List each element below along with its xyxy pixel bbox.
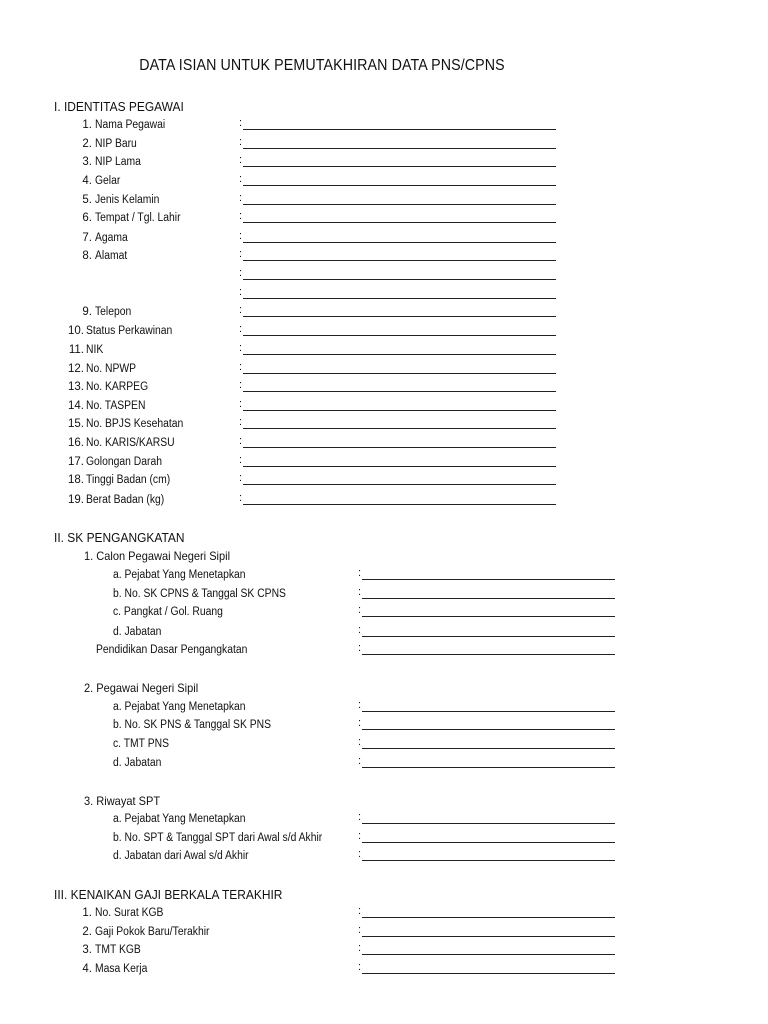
item-label: NIP Baru bbox=[95, 138, 137, 150]
cpns-row bbox=[0, 623, 768, 642]
item-number: 15. bbox=[68, 418, 84, 430]
item-number: 17. bbox=[68, 456, 84, 468]
input-line-cpns-pejabat[interactable]: : bbox=[358, 566, 615, 585]
item-number: 1. bbox=[82, 119, 92, 131]
input-line-cpns-pendidikan[interactable]: : bbox=[358, 641, 615, 660]
input-line-pns-tmt[interactable]: : bbox=[358, 735, 615, 754]
input-line-kgb-gaji-pokok[interactable]: : bbox=[358, 923, 615, 942]
identitas-row bbox=[0, 191, 768, 210]
item-label: Tinggi Badan (cm) bbox=[86, 474, 171, 486]
identitas-row bbox=[0, 378, 768, 397]
input-line-spt-jabatan[interactable]: : bbox=[358, 847, 615, 866]
item-label: No. KARPEG bbox=[86, 381, 149, 393]
item-label: c. TMT PNS bbox=[113, 738, 169, 750]
input-line-gelar[interactable]: : bbox=[239, 172, 556, 191]
input-line-tinggi-badan[interactable]: : bbox=[239, 471, 556, 490]
item-number: 19. bbox=[68, 494, 84, 506]
spt-row bbox=[0, 847, 768, 866]
input-line-jenis-kelamin[interactable]: : bbox=[239, 191, 556, 210]
item-number: 1. bbox=[82, 907, 92, 919]
item-number: 3. bbox=[82, 156, 92, 168]
input-line-karpeg[interactable]: : bbox=[239, 378, 556, 397]
item-label: b. No. SK PNS & Tanggal SK PNS bbox=[113, 719, 272, 731]
identitas-row bbox=[0, 341, 768, 360]
item-label: No. TASPEN bbox=[86, 400, 146, 412]
item-label: a. Pejabat Yang Menetapkan bbox=[113, 701, 246, 713]
identitas-row bbox=[0, 285, 768, 304]
item-label: No. BPJS Kesehatan bbox=[86, 418, 184, 430]
identitas-row bbox=[0, 360, 768, 379]
item-label: Alamat bbox=[95, 250, 128, 262]
item-label: Nama Pegawai bbox=[95, 119, 166, 131]
item-label: Masa Kerja bbox=[95, 963, 148, 975]
item-label: Pendidikan Dasar Pengangkatan bbox=[96, 644, 248, 656]
input-line-golongan-darah[interactable]: : bbox=[239, 453, 556, 472]
input-line-cpns-sk[interactable]: : bbox=[358, 585, 615, 604]
input-line-kgb-tmt[interactable]: : bbox=[358, 941, 615, 960]
pns-row bbox=[0, 735, 768, 754]
pns-row bbox=[0, 716, 768, 735]
section-identitas-heading: I. IDENTITAS PEGAWAI bbox=[54, 99, 184, 114]
identitas-row bbox=[0, 491, 768, 510]
item-label: a. Pejabat Yang Menetapkan bbox=[113, 569, 246, 581]
identitas-row bbox=[0, 116, 768, 135]
input-line-nik[interactable]: : bbox=[239, 341, 556, 360]
identitas-row bbox=[0, 247, 768, 266]
item-label: b. No. SPT & Tanggal SPT dari Awal s/d Akhir bbox=[113, 832, 323, 844]
item-label: NIP Lama bbox=[95, 156, 141, 168]
subsection-spt-heading: 3. Riwayat SPT bbox=[84, 794, 161, 808]
input-line-agama[interactable]: : bbox=[239, 229, 556, 248]
subsection-pns-heading: 2. Pegawai Negeri Sipil bbox=[84, 681, 199, 695]
kgb-row bbox=[0, 941, 768, 960]
identitas-row bbox=[0, 153, 768, 172]
input-line-spt-no[interactable]: : bbox=[358, 829, 615, 848]
item-number: 4. bbox=[82, 963, 92, 975]
item-label: Agama bbox=[95, 232, 128, 244]
section-sk-pengangkatan-heading: II. SK PENGANGKATAN bbox=[54, 530, 185, 545]
page-title: DATA ISIAN UNTUK PEMUTAKHIRAN DATA PNS/CPNS bbox=[139, 57, 505, 74]
item-label: Tempat / Tgl. Lahir bbox=[95, 212, 181, 224]
item-label: c. Pangkat / Gol. Ruang bbox=[113, 606, 223, 618]
identitas-row bbox=[0, 471, 768, 490]
spt-row bbox=[0, 810, 768, 829]
identitas-row bbox=[0, 209, 768, 228]
input-line-taspen[interactable]: : bbox=[239, 397, 556, 416]
item-number: 11. bbox=[68, 344, 84, 356]
subsection-cpns-heading: 1. Calon Pegawai Negeri Sipil bbox=[84, 549, 231, 563]
item-label: Gelar bbox=[95, 175, 121, 187]
input-line-spt-pejabat[interactable]: : bbox=[358, 810, 615, 829]
pns-row bbox=[0, 754, 768, 773]
input-line-nama-pegawai[interactable]: : bbox=[239, 116, 556, 135]
input-line-kgb-masa-kerja[interactable]: : bbox=[358, 960, 615, 979]
input-line-alamat-1[interactable]: : bbox=[239, 247, 556, 266]
input-line-npwp[interactable]: : bbox=[239, 360, 556, 379]
item-number: 14. bbox=[68, 400, 84, 412]
item-label: a. Pejabat Yang Menetapkan bbox=[113, 813, 246, 825]
item-number: 4. bbox=[82, 175, 92, 187]
input-line-tempat-tgl-lahir[interactable]: : bbox=[239, 209, 556, 228]
cpns-row bbox=[0, 603, 768, 622]
identitas-row bbox=[0, 172, 768, 191]
input-line-bpjs[interactable]: : bbox=[239, 415, 556, 434]
input-line-pns-pejabat[interactable]: : bbox=[358, 698, 615, 717]
identitas-row bbox=[0, 322, 768, 341]
identitas-row bbox=[0, 453, 768, 472]
item-number: 6. bbox=[82, 212, 92, 224]
input-line-pns-sk[interactable]: : bbox=[358, 716, 615, 735]
identitas-row bbox=[0, 135, 768, 154]
item-label: NIK bbox=[86, 344, 104, 356]
item-label: Gaji Pokok Baru/Terakhir bbox=[95, 926, 210, 938]
section-kgb-heading: III. KENAIKAN GAJI BERKALA TERAKHIR bbox=[54, 887, 283, 902]
input-line-alamat-2[interactable]: : bbox=[239, 266, 556, 285]
item-label: Berat Badan (kg) bbox=[86, 494, 165, 506]
identitas-row bbox=[0, 266, 768, 285]
item-label: Golongan Darah bbox=[86, 456, 162, 468]
item-label: Jenis Kelamin bbox=[95, 194, 160, 206]
input-line-berat-badan[interactable]: : bbox=[239, 491, 556, 510]
input-line-telepon[interactable]: : bbox=[239, 303, 556, 322]
kgb-row bbox=[0, 923, 768, 942]
item-number: 5. bbox=[82, 194, 92, 206]
cpns-row bbox=[0, 585, 768, 604]
kgb-row bbox=[0, 904, 768, 923]
identitas-row bbox=[0, 415, 768, 434]
input-line-pns-jabatan[interactable]: : bbox=[358, 754, 615, 773]
input-line-alamat-3[interactable]: : bbox=[239, 285, 556, 304]
identitas-row bbox=[0, 434, 768, 453]
cpns-row bbox=[0, 641, 768, 660]
kgb-row bbox=[0, 960, 768, 979]
item-number: 18. bbox=[68, 474, 84, 486]
input-line-cpns-pangkat[interactable]: : bbox=[358, 603, 615, 622]
item-label: Telepon bbox=[95, 306, 132, 318]
input-line-cpns-jabatan[interactable]: : bbox=[358, 623, 615, 642]
cpns-row bbox=[0, 566, 768, 585]
item-number: 10. bbox=[68, 325, 84, 337]
item-number: 9. bbox=[82, 306, 92, 318]
item-number: 8. bbox=[82, 250, 92, 262]
item-label: No. Surat KGB bbox=[95, 907, 164, 919]
item-number: 2. bbox=[82, 926, 92, 938]
item-label: d. Jabatan bbox=[113, 757, 162, 769]
item-label: d. Jabatan dari Awal s/d Akhir bbox=[113, 850, 249, 862]
item-label: No. KARIS/KARSU bbox=[86, 437, 175, 449]
item-label: TMT KGB bbox=[95, 944, 141, 956]
pns-row bbox=[0, 698, 768, 717]
input-line-kgb-no-surat[interactable]: : bbox=[358, 904, 615, 923]
input-line-status-perkawinan[interactable]: : bbox=[239, 322, 556, 341]
item-number: 3. bbox=[82, 944, 92, 956]
identitas-row bbox=[0, 303, 768, 322]
item-number: 12. bbox=[68, 363, 84, 375]
item-label: d. Jabatan bbox=[113, 626, 162, 638]
spt-row bbox=[0, 829, 768, 848]
input-line-karis-karsu[interactable]: : bbox=[239, 434, 556, 453]
item-number: 13. bbox=[68, 381, 84, 393]
item-number: 7. bbox=[82, 232, 92, 244]
input-line-nip-baru[interactable]: : bbox=[239, 135, 556, 154]
item-label: No. NPWP bbox=[86, 363, 137, 375]
identitas-row bbox=[0, 397, 768, 416]
input-line-nip-lama[interactable]: : bbox=[239, 153, 556, 172]
identitas-row bbox=[0, 229, 768, 248]
item-number: 2. bbox=[82, 138, 92, 150]
item-label: Status Perkawinan bbox=[86, 325, 173, 337]
item-number: 16. bbox=[68, 437, 84, 449]
item-label: b. No. SK CPNS & Tanggal SK CPNS bbox=[113, 588, 286, 600]
